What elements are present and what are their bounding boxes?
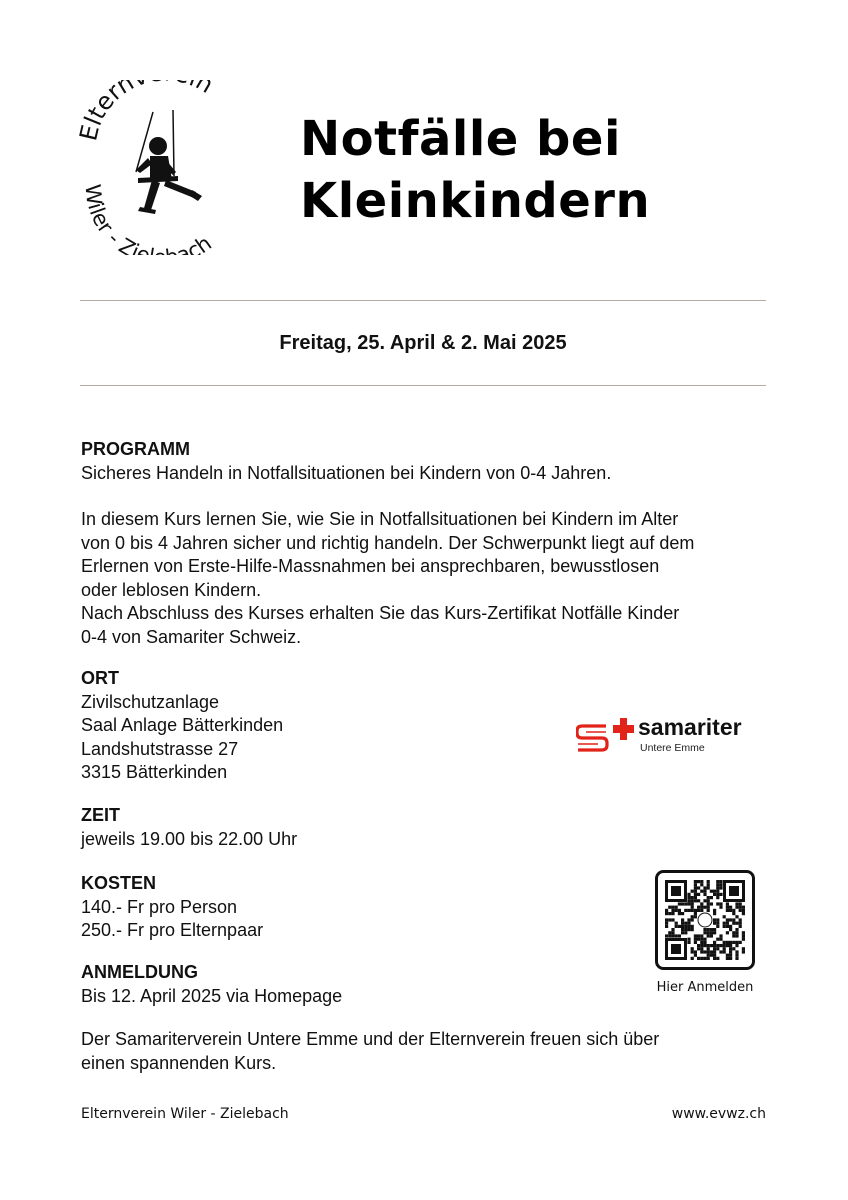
qr-code-icon [655, 870, 755, 970]
programm-line: Erlernen von Erste-Hilfe-Massnahmen bei ansprechbaren, bewusstlosen [81, 556, 660, 576]
samariter-s-icon [577, 726, 607, 750]
footer-website-link[interactable]: www.evwz.ch [671, 1106, 766, 1122]
logo-text-bottom: Wiler - Zie ach [80, 183, 216, 255]
zeit-heading: ZEIT [81, 805, 120, 825]
closing-text [81, 1028, 781, 1075]
ort-line: Landshutstrasse 27 [81, 738, 239, 759]
programm-heading: PROGRAMM [81, 439, 190, 459]
footer-organization: Elternverein Wiler - Zielebach [81, 1106, 289, 1122]
anmeldung-line: Bis 12. April 2025 via Homepage [81, 985, 343, 1006]
kosten-line: 250.- Fr pro Elternpaar [81, 920, 264, 940]
zeit-line: jeweils 19.00 bis 22.00 Uhr [81, 828, 298, 849]
title-line-1: Notfälle bei [300, 111, 621, 167]
kosten-heading: KOSTEN [81, 873, 157, 893]
programm-line: 0-4 von Samariter Schweiz. [81, 626, 302, 647]
kosten-line: 140.- Fr pro Person [81, 896, 238, 917]
divider-bottom [80, 385, 766, 386]
samariter-name: samariter [638, 714, 742, 740]
qr-code[interactable] [655, 870, 755, 970]
programm-line: von 0 bis 4 Jahren sicher und richtig handeln. Der Schwerpunkt liegt auf dem [81, 532, 695, 553]
elternverein-logo [78, 80, 248, 255]
logo-text-top: ltern n [78, 80, 219, 130]
ort-line: Saal Anlage Bätterkinden [81, 715, 284, 735]
zeit-section [81, 804, 781, 851]
ort-line: Zivilschutzanlage [81, 691, 220, 712]
ort-heading: ORT [81, 668, 119, 688]
svg-text:Elternverein [78, 80, 218, 143]
red-cross-icon [613, 718, 634, 740]
anmeldung-heading: ANMELDUNG [81, 962, 198, 982]
event-date: Freitag, 25. April & 2. Mai 2025 [279, 332, 567, 354]
closing-line: Der Samariterverein Untere Emme und der Elternverein freuen sich über [81, 1029, 660, 1049]
programm-line: oder leblosen Kindern. [81, 579, 262, 600]
closing-line: einen spannenden Kurs. [81, 1052, 277, 1073]
samariter-sub: Untere Emme [640, 742, 705, 754]
child-on-swing-icon [78, 80, 248, 255]
title-line-2: Kleinkindern [300, 173, 651, 229]
programm-intro: Sicheres Handeln in Notfallsituationen bei Kindern von 0-4 Jahren. [81, 462, 612, 483]
samariter-logo [576, 712, 768, 756]
qr-label: Hier Anmelden [656, 980, 754, 995]
page-title [300, 108, 760, 232]
ort-line: 3315 Bätterkinden [81, 762, 228, 782]
programm-section [81, 438, 781, 649]
programm-line: Nach Abschluss des Kurses erhalten Sie das Kurs-Zertifikat Notfälle Kinder [81, 603, 680, 623]
divider-top [80, 300, 766, 301]
programm-line: In diesem Kurs lernen Sie, wie Sie in Notfallsituationen bei Kindern im Alter [81, 509, 679, 529]
